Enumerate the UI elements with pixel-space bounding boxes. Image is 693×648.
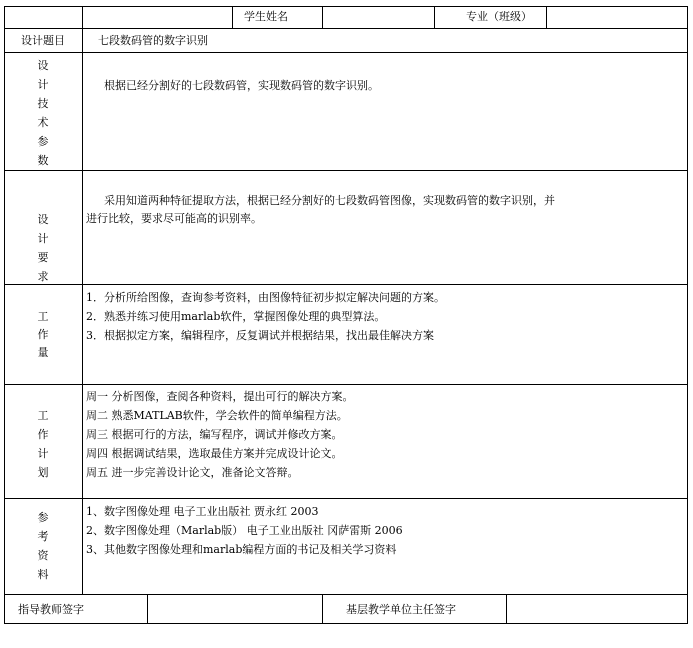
workload-text: 1．分析所给图像，查询参考资料，由图像特征初步拟定解决问题的方案。 2．熟悉并练习使用marlab软件，掌握图像处理的典型算法。 3．根据拟定方案，编辑程序，反复调试并根据结果，找出最佳解决方案 (86, 291, 445, 342)
director-signature-field[interactable] (507, 595, 686, 622)
table-border-right (687, 6, 688, 624)
tech-params-label: 设 计 技 术 参 数 (37, 59, 49, 167)
row-divider (4, 284, 688, 285)
row-divider (4, 498, 688, 499)
workload-label: 工 作 量 (37, 310, 49, 359)
advisor-signature-field[interactable] (148, 595, 321, 622)
row-divider (4, 52, 688, 53)
row-divider (4, 170, 688, 171)
design-task-form (4, 6, 688, 624)
director-signature-label: 基层教学单位主任签字 (346, 603, 456, 616)
references-label: 参 考 资 料 (37, 511, 49, 581)
schedule-label: 工 作 计 划 (37, 409, 49, 479)
row-divider (4, 384, 688, 385)
table-border-bottom (4, 623, 688, 624)
col-divider (434, 6, 435, 28)
student-name-label: 学生姓名 (244, 10, 288, 23)
schedule-text: 周一 分析图像，查阅各种资料，提出可行的解决方案。 周二 熟悉MATLAB软件，学会软件的简单编程方法。 周三 根据可行的方法，编写程序，调试并修改方案。 周四 根据调试结果，选取最佳方案并完成设计论文。 周五 进一步完善设计论文，准备论文答辩。 (86, 390, 354, 479)
col-divider (232, 6, 233, 28)
major-class-field[interactable] (547, 7, 686, 27)
major-class-label: 专业（班级） (466, 10, 532, 23)
topic-value: 七段数码管的数字识别 (98, 34, 208, 47)
requirements-label: 设 计 要 求 (37, 213, 49, 283)
col-divider (322, 594, 323, 624)
label-column-divider (82, 6, 83, 594)
row-divider (4, 28, 688, 29)
requirements-text: 采用知道两种特征提取方法，根据已经分割好的七段数码管图像，实现数码管的数字识别，并 进行比较，要求尽可能高的识别率。 (86, 194, 555, 225)
references-text: 1、数字图像处理 电子工业出版社 贾永红 2003 2、数字图像处理（Marlab版） 电子工业出版社 冈萨雷斯 2006 3、其他数字图像处理和marlab编程方面的书记及相关学习资料 (86, 505, 403, 556)
student-name-field[interactable] (323, 7, 433, 27)
tech-params-text: 根据已经分割好的七段数码管，实现数码管的数字识别。 (104, 79, 379, 92)
advisor-signature-label: 指导教师签字 (18, 603, 84, 616)
topic-label: 设计题目 (21, 34, 65, 47)
